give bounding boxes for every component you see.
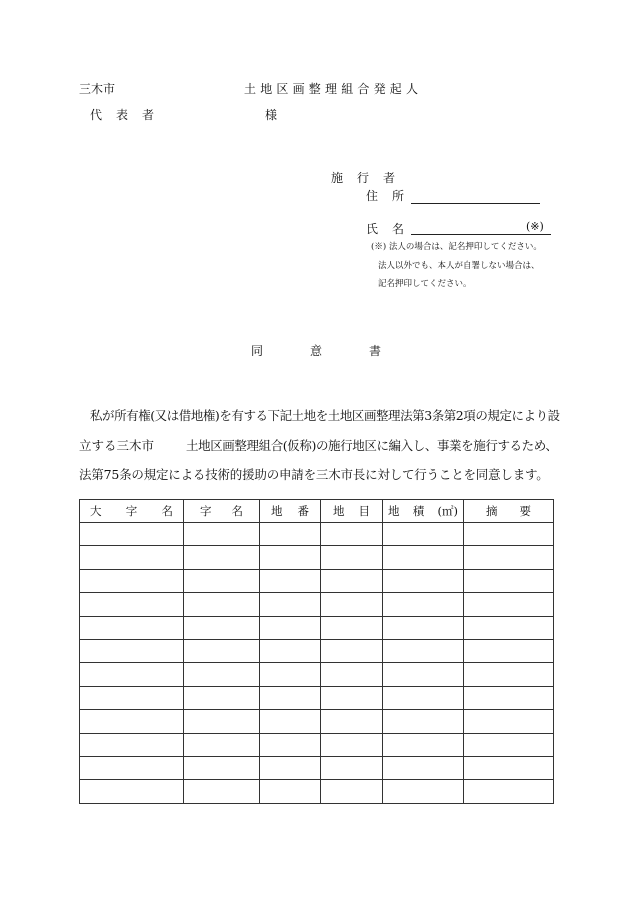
table-row — [80, 593, 554, 616]
table-row — [80, 639, 554, 662]
cell-oaza[interactable] — [80, 710, 184, 733]
cell-chimoku[interactable] — [321, 756, 383, 779]
applicant-heading: 施 行 者 — [331, 171, 397, 185]
header-aza-char: 字 — [200, 504, 212, 518]
cell-chimoku[interactable] — [321, 780, 383, 803]
cell-chimoku[interactable] — [321, 639, 383, 662]
table-row — [80, 780, 554, 803]
name-field[interactable] — [411, 234, 551, 235]
cell-chiseki[interactable] — [383, 616, 464, 639]
cell-tekiyo[interactable] — [464, 710, 554, 733]
address-field[interactable] — [411, 203, 540, 204]
cell-chiseki[interactable] — [383, 569, 464, 592]
header-chiseki-char: 積 — [412, 504, 425, 518]
header-chimoku-char: 地 — [333, 504, 345, 518]
table-row — [80, 756, 554, 779]
cell-chiban[interactable] — [260, 780, 321, 803]
cell-chiban[interactable] — [260, 733, 321, 756]
cell-chiban[interactable] — [260, 639, 321, 662]
land-table — [79, 499, 554, 804]
title-char-2: 意 — [310, 344, 323, 358]
cell-aza[interactable] — [184, 710, 260, 733]
table-row — [80, 686, 554, 709]
table-row — [80, 616, 554, 639]
table-header-row — [80, 500, 554, 523]
seal-mark: (※) — [526, 220, 544, 233]
cell-chiseki[interactable] — [383, 686, 464, 709]
cell-oaza[interactable] — [80, 733, 184, 756]
statement-line-2a: 立する三木市 — [79, 438, 155, 453]
cell-tekiyo[interactable] — [464, 686, 554, 709]
header-oaza-char: 名 — [161, 504, 173, 518]
cell-tekiyo[interactable] — [464, 593, 554, 616]
addressee-association: 土地区画整理組合発起人 — [244, 82, 423, 96]
table-row — [80, 546, 554, 569]
cell-chiban[interactable] — [260, 546, 321, 569]
table-row — [80, 523, 554, 546]
cell-chiban[interactable] — [260, 686, 321, 709]
header-tekiyo — [464, 500, 554, 523]
table-row — [80, 733, 554, 756]
cell-oaza[interactable] — [80, 780, 184, 803]
cell-oaza[interactable] — [80, 616, 184, 639]
name-label: 氏 名 — [366, 222, 406, 236]
header-chiban-char: 番 — [297, 504, 309, 518]
header-aza — [184, 500, 260, 523]
header-chimoku-char: 目 — [358, 504, 370, 518]
cell-chiban[interactable] — [260, 710, 321, 733]
cell-chiban[interactable] — [260, 756, 321, 779]
header-aza-char: 名 — [231, 504, 243, 518]
cell-tekiyo[interactable] — [464, 569, 554, 592]
header-oaza-char: 大 — [90, 504, 102, 518]
header-chiseki-char: 地 — [388, 504, 400, 518]
cell-aza[interactable] — [184, 756, 260, 779]
cell-tekiyo[interactable] — [464, 733, 554, 756]
cell-aza[interactable] — [184, 663, 260, 686]
cell-chiseki[interactable] — [383, 780, 464, 803]
cell-chiseki[interactable] — [383, 710, 464, 733]
header-oaza — [80, 500, 184, 523]
cell-chimoku[interactable] — [321, 710, 383, 733]
cell-chimoku[interactable] — [321, 546, 383, 569]
header-chiseki — [383, 500, 464, 523]
cell-chiban[interactable] — [260, 663, 321, 686]
table-row — [80, 569, 554, 592]
statement-line-2b: 土地区画整理組合(仮称)の施行地区に編入し、事業を施行するため、 — [186, 438, 558, 453]
cell-chimoku[interactable] — [321, 569, 383, 592]
header-chiban — [260, 500, 321, 523]
cell-chimoku[interactable] — [321, 733, 383, 756]
note-line-3: 記名押印してください。 — [378, 279, 472, 289]
cell-chiseki[interactable] — [383, 639, 464, 662]
addressee-city: 三木市 — [79, 82, 116, 96]
cell-chiseki[interactable] — [383, 756, 464, 779]
header-chiseki-unit: (㎡) — [437, 504, 458, 518]
cell-chimoku[interactable] — [321, 523, 383, 546]
cell-oaza[interactable] — [80, 593, 184, 616]
header-tekiyo-char: 要 — [519, 504, 531, 518]
cell-aza[interactable] — [184, 780, 260, 803]
cell-tekiyo[interactable] — [464, 546, 554, 569]
cell-tekiyo[interactable] — [464, 780, 554, 803]
statement-line-1: 私が所有権(又は借地権)を有する下記土地を土地区画整理法第3条第2項の規定により設 — [90, 408, 560, 423]
title-char-3: 書 — [369, 344, 382, 358]
cell-chimoku[interactable] — [321, 616, 383, 639]
cell-chimoku[interactable] — [321, 593, 383, 616]
cell-chiseki[interactable] — [383, 546, 464, 569]
cell-chiban[interactable] — [260, 523, 321, 546]
cell-tekiyo[interactable] — [464, 523, 554, 546]
cell-tekiyo[interactable] — [464, 616, 554, 639]
table-row — [80, 710, 554, 733]
note-line-1: (※) 法人の場合は、記名押印してください。 — [371, 242, 542, 252]
cell-aza[interactable] — [184, 593, 260, 616]
header-tekiyo-char: 摘 — [486, 504, 498, 518]
cell-oaza[interactable] — [80, 663, 184, 686]
title-char-1: 同 — [251, 344, 264, 358]
cell-chiseki[interactable] — [383, 663, 464, 686]
cell-chiban[interactable] — [260, 616, 321, 639]
cell-oaza[interactable] — [80, 523, 184, 546]
cell-tekiyo[interactable] — [464, 639, 554, 662]
cell-aza[interactable] — [184, 639, 260, 662]
cell-oaza[interactable] — [80, 686, 184, 709]
cell-oaza[interactable] — [80, 546, 184, 569]
cell-oaza[interactable] — [80, 569, 184, 592]
cell-chiban[interactable] — [260, 569, 321, 592]
cell-tekiyo[interactable] — [464, 756, 554, 779]
cell-aza[interactable] — [184, 733, 260, 756]
cell-aza[interactable] — [184, 686, 260, 709]
cell-chiseki[interactable] — [383, 523, 464, 546]
cell-aza[interactable] — [184, 546, 260, 569]
table-row — [80, 663, 554, 686]
cell-chiseki[interactable] — [383, 593, 464, 616]
statement-line-3: 法第75条の規定による技術的援助の申請を三木市長に対して行うことを同意します。 — [79, 467, 549, 482]
address-label: 住 所 — [366, 189, 406, 203]
cell-aza[interactable] — [184, 569, 260, 592]
cell-oaza[interactable] — [80, 639, 184, 662]
cell-chiseki[interactable] — [383, 733, 464, 756]
cell-chimoku[interactable] — [321, 686, 383, 709]
cell-chiban[interactable] — [260, 593, 321, 616]
note-line-2: 法人以外でも、本人が自署しない場合は、 — [378, 261, 540, 271]
cell-aza[interactable] — [184, 616, 260, 639]
cell-aza[interactable] — [184, 523, 260, 546]
header-chiban-char: 地 — [271, 504, 283, 518]
addressee-representative: 代 表 者 — [90, 108, 156, 122]
cell-tekiyo[interactable] — [464, 663, 554, 686]
header-oaza-char: 字 — [125, 504, 138, 518]
cell-chimoku[interactable] — [321, 663, 383, 686]
cell-oaza[interactable] — [80, 756, 184, 779]
addressee-honorific: 様 — [265, 108, 278, 122]
header-chimoku — [321, 500, 383, 523]
